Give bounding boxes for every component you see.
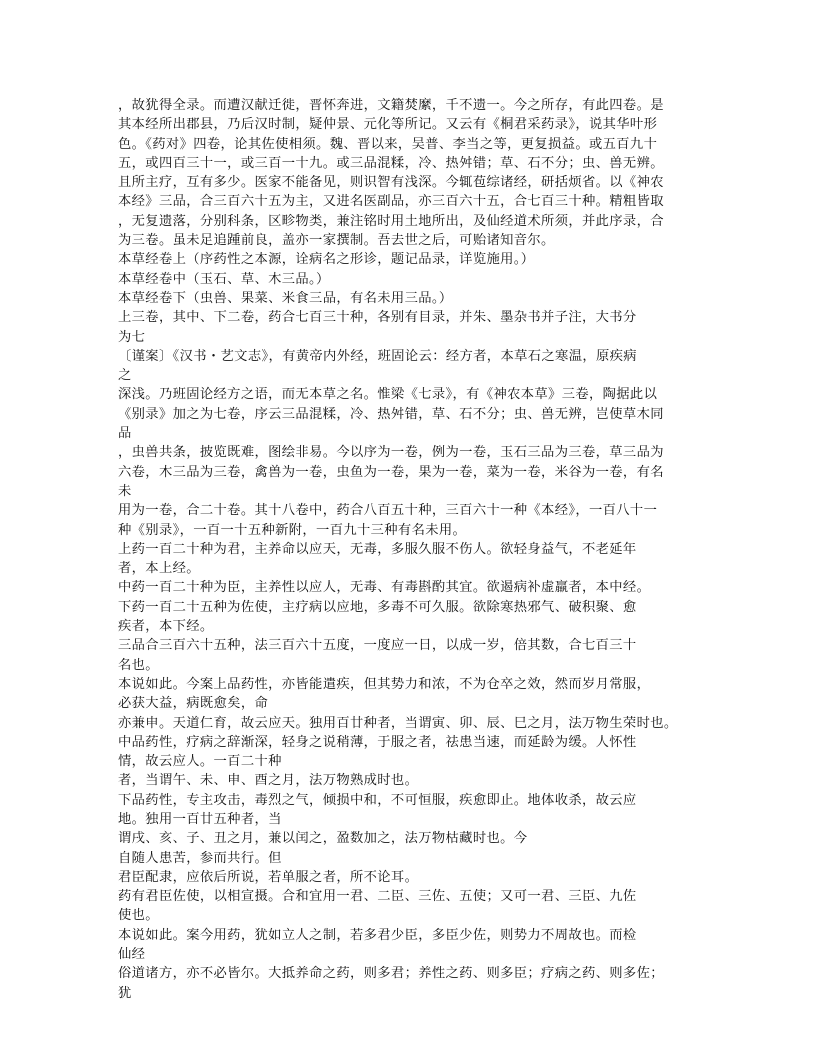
text-line: 为三卷。虽未足追踵前良，盖亦一家撰制。吾去世之后，可贻诸知音尔。 bbox=[118, 233, 555, 249]
text-line: 名也。 bbox=[118, 657, 159, 673]
text-line: 本草经卷上（序药性之本源，诠病名之形诊，题记品录，详览施用。） bbox=[118, 252, 535, 268]
text-line: 上药一百二十种为君，主养命以应天，无毒，多服久服不伤人。欲轻身益气，不老延年 bbox=[118, 541, 637, 557]
text-line: ，无复遗落，分别科条，区畛物类，兼注铭时用土地所出，及仙经道术所须，并此序录，合 bbox=[118, 213, 664, 229]
text-line: 六卷，木三品为三卷，禽兽为一卷，虫鱼为一卷，果为一卷，菜为一卷，米谷为一卷，有名 bbox=[118, 464, 664, 480]
text-line: 中品药性，疗病之辞渐深，轻身之说稍薄，于服之者，祛患当速，而延龄为缓。人怀性 bbox=[118, 734, 637, 750]
text-line: 未 bbox=[118, 483, 132, 499]
text-line: 中药一百二十种为臣，主养性以应人，无毒、有毒斟酌其宜。欲遏病补虚羸者，本中经。 bbox=[118, 580, 651, 596]
text-line: 〔谨案〕《汉书・艺文志》，有黄帝内外经，班固论云：经方者，本草石之寒温，原疾病 bbox=[118, 348, 637, 364]
text-line: ，虫兽共条，披览既难，图绘非易。今以序为一卷，例为一卷，玉石三品为三卷，草三品为 bbox=[118, 445, 664, 461]
text-line: 上三卷，其中、下二卷，药合七百三十种，各别有目录，并朱、墨杂书并子注，大书分 bbox=[118, 310, 637, 326]
text-line: 使也。 bbox=[118, 908, 159, 924]
text-line: 自随人患苦，参而共行。但 bbox=[118, 850, 282, 866]
text-line: 本说如此。案今用药，犹如立人之制，若多君少臣，多臣少佐，则势力不周故也。而检 bbox=[118, 927, 637, 943]
text-line: 谓戌、亥、子、丑之月，兼以闰之，盈数加之，法万物枯藏时也。今 bbox=[118, 831, 528, 847]
text-line: 俗道诸方，亦不必皆尔。大抵养命之药，则多君；养性之药、则多臣；疗病之药、则多佐； bbox=[118, 966, 664, 982]
text-line: 色。《药对》四卷，论其佐使相须。魏、晋以来，吴普、李当之等，更复损益。或五百九十 bbox=[118, 136, 658, 152]
text-line: 深浅。乃班固论经方之语，而无本草之名。惟梁《七录》，有《神农本草》三卷，陶据此以 bbox=[118, 387, 658, 403]
text-line: 必获大益，病既愈矣，命 bbox=[118, 696, 269, 712]
text-line: 君臣配隶，应依后所说，若单服之者，所不论耳。 bbox=[118, 869, 419, 885]
text-line: 本说如此。今案上品药性，亦皆能遣疾，但其势力和浓，不为仓卒之效，然而岁月常服， bbox=[118, 676, 651, 692]
text-line: 五，或四百三十一，或三百一十九。或三品混糅，冷、热舛错；草、石不分；虫、兽无辨。 bbox=[118, 155, 664, 171]
text-line: 者，当谓午、未、申、酉之月，法万物熟成时也。 bbox=[118, 773, 419, 789]
text-line: 药有君臣佐使，以相宣摄。合和宜用一君、二臣、三佐、五使；又可一君、三臣、九佐 bbox=[118, 889, 637, 905]
text-line: 其本经所出郡县，乃后汉时制，疑仲景、元化等所记。又云有《桐君采药录》，说其华叶形 bbox=[118, 117, 658, 133]
text-line: ，故犹得全录。而遭汉献迁徙，晋怀奔进，文籍焚縻，千不遗一。今之所存，有此四卷。是 bbox=[118, 98, 664, 113]
text-line: 用为一卷，合二十卷。其十八卷中，药合八百五十种，三百六十一种《本经》，一百八十一 bbox=[118, 503, 658, 519]
text-line: 仙经 bbox=[118, 947, 146, 963]
text-line: 为七 bbox=[118, 329, 146, 345]
text-line: 且所主疗，互有多少。医家不能备见，则识智有浅深。今辄苞综诸经，研括烦省。以《神农 bbox=[118, 175, 664, 191]
text-line: 三品合三百六十五种，法三百六十五度，一度应一日，以成一岁，倍其数，合七百三十 bbox=[118, 638, 637, 654]
text-line: 者，本上经。 bbox=[118, 561, 200, 577]
text-line: 疾者，本下经。 bbox=[118, 619, 214, 635]
text-line: 之 bbox=[118, 368, 132, 384]
text-line: 亦兼申。天道仁育，故云应天。独用百廿种者，当谓寅、卯、辰、巳之月，法万物生荣时也。 bbox=[118, 715, 678, 731]
text-line: 情，故云应人。一百二十种 bbox=[118, 754, 282, 770]
text-line: 种《别录》，一百一十五种新附，一百九十三种有名未用。 bbox=[118, 522, 467, 538]
text-line: 地。独用一百廿五种者，当 bbox=[118, 811, 282, 827]
document-page bbox=[118, 96, 698, 1003]
text-line: 犹 bbox=[118, 985, 132, 1001]
text-line: 下品药性，专主攻击，毒烈之气，倾损中和，不可恒服，疾愈即止。地体收杀，故云应 bbox=[118, 792, 637, 808]
text-line: 品 bbox=[118, 426, 132, 442]
text-line: 本草经卷下（虫兽、果菜、米食三品，有名未用三品。） bbox=[118, 290, 453, 306]
text-line: 下药一百二十五种为佐使，主疗病以应地，多毒不可久服。欲除寒热邪气、破积聚、愈 bbox=[118, 599, 637, 615]
text-line: 本经》三品，合三百六十五为主，又进名医副品，亦三百六十五，合七百三十种。精粗皆取 bbox=[118, 194, 664, 210]
text-line: 本草经卷中（玉石、草、木三品。） bbox=[118, 271, 330, 287]
text-line: 《别录》加之为七卷，序云三品混糅，冷、热舛错，草、石不分；虫、兽无辨，岂使草木同 bbox=[118, 406, 664, 422]
